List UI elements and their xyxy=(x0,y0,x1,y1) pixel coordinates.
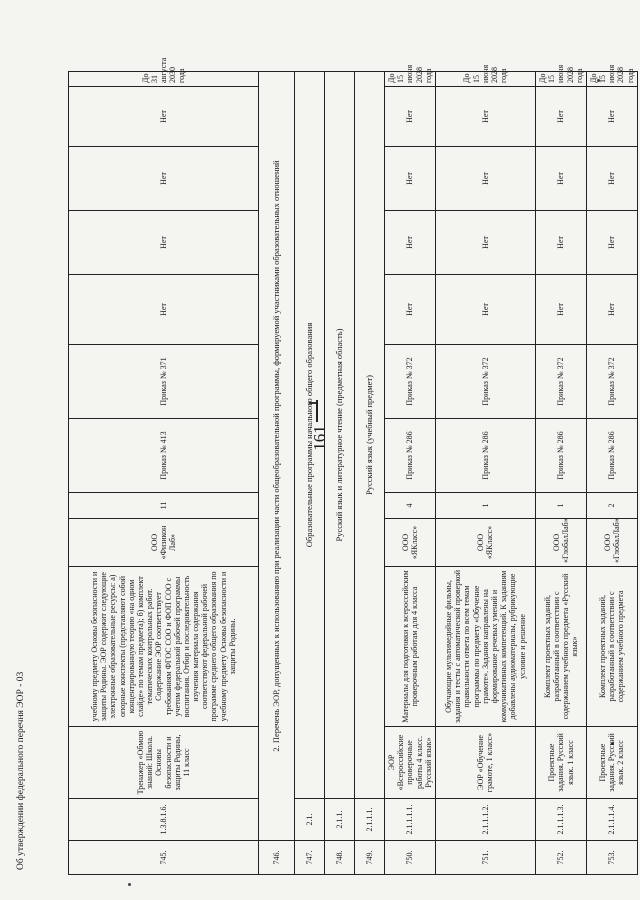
flag-2: Нет xyxy=(385,211,436,275)
organization: ООО «ЯКласс» xyxy=(435,519,535,567)
grade: 2 xyxy=(586,493,637,519)
page-number: 161 xyxy=(310,425,329,451)
flag-1: Нет xyxy=(535,275,586,345)
row-number: 751. xyxy=(435,841,535,875)
flag-1: Нет xyxy=(69,275,259,345)
order-fop: Приказ № 372 xyxy=(385,345,436,419)
flag-3: Нет xyxy=(385,147,436,211)
flag-3: Нет xyxy=(535,147,586,211)
resource-description: Комплект проектных заданий, разработанный в соответствии с содержанием учебного предмета «Русский язык» xyxy=(535,567,586,727)
scan-speck xyxy=(128,883,131,886)
resource-description: Обучающие мультимедийные фильмы, задания и тесты с автоматической проверкой правильности ответа по всем темам программы по предмету «Обучение грамоте». Задания направлены на формирование речевых умений и коммуникативных компетенций. К заданиям добавлены аудиоматериалы, рубрикующие условие и решение xyxy=(435,567,535,727)
order-fgos: Приказ № 413 xyxy=(69,419,259,493)
organization: ООО «ГлобалЛаб» xyxy=(586,519,637,567)
order-fop: Приказ № 372 xyxy=(586,345,637,419)
table-row xyxy=(69,72,259,875)
flag-2: Нет xyxy=(435,211,535,275)
flag-1: Нет xyxy=(435,275,535,345)
row-number: 747. xyxy=(295,841,325,875)
rotated-table-area xyxy=(68,57,635,875)
flag-3: Нет xyxy=(69,147,259,211)
eor-register-table xyxy=(68,57,638,875)
table-body xyxy=(69,57,638,875)
grade: 1 xyxy=(535,493,586,519)
section-title: Образовательные программы начального общего образования xyxy=(295,72,325,799)
grade: 1 xyxy=(435,493,535,519)
row-code: 2.1. xyxy=(295,799,325,841)
resource-description: Комплект проектных заданий, разработанный в соответствии с содержанием учебного предмета xyxy=(586,567,637,727)
row-code: 2.1.1.1.4. xyxy=(586,799,637,841)
table-row xyxy=(435,72,535,875)
row-number: 749. xyxy=(355,841,385,875)
organization: ООО «ГлобалЛаб» xyxy=(535,519,586,567)
grade: 4 xyxy=(385,493,436,519)
section-title: Русский язык и литературное чтение (предметная область) xyxy=(325,72,355,799)
resource-description: учебному предмету Основы безопасности и защиты Родины. ЭОР содержит следующие электронные образовательные ресурсы: а) опорные конспекты (представляют собой концентрированную теорию «на одном слайде» по темам предмета); б) комплект тематических контрольных работ. Содержание ЭОР соответствует требованиям ФГОС СОО и ФОП СОО с учетом федеральной рабочей программы воспитания. Отбор и последовательность изучения материала содержания соответствуют федеральной рабочей программе среднего общего образования по учебному предмету Основы безопасности и защиты Родины. xyxy=(69,567,259,727)
resource-name: Проектные задания. Русский язык. 1 класс xyxy=(535,727,586,799)
valid-until: До 15 июня 2028 года xyxy=(435,72,535,87)
order-fop: Приказ № 372 xyxy=(435,345,535,419)
row-number: 752. xyxy=(535,841,586,875)
table-row xyxy=(586,72,637,875)
row-number: 748. xyxy=(325,841,355,875)
resource-name: ЭОР «Всероссийские проверочные работы 4 класс. Русский язык» xyxy=(385,727,436,799)
valid-until: До 15 июня 2028 года xyxy=(535,72,586,87)
flag-4: Нет xyxy=(435,87,535,147)
row-number: 745. xyxy=(69,841,259,875)
section-title: Русский язык (учебный предмет) xyxy=(355,72,385,799)
order-fgos: Приказ № 286 xyxy=(385,419,436,493)
section-row xyxy=(259,72,295,875)
section-row xyxy=(325,72,355,875)
flag-4: Нет xyxy=(385,87,436,147)
flag-4: Нет xyxy=(535,87,586,147)
flag-1: Нет xyxy=(586,275,637,345)
resource-name: Проектные задания. Русский язык. 2 класс xyxy=(586,727,637,799)
resource-name: Тренажер «Обмою знаний: Школа. Основы безопасности и защиты Родины, 11 класс xyxy=(69,727,259,799)
grade: 11 xyxy=(69,493,259,519)
valid-until: До 15 июня 2028 года xyxy=(586,72,637,87)
row-code: 2.1.1.1. xyxy=(355,799,385,841)
row-number: 750. xyxy=(385,841,436,875)
row-code: 2.1.1.1.1. xyxy=(385,799,436,841)
row-number: 753. xyxy=(586,841,637,875)
flag-4: Нет xyxy=(69,87,259,147)
valid-until: До 31 августа 2030 года xyxy=(69,72,259,87)
row-code: 2.1.1.1.2. xyxy=(435,799,535,841)
order-fop: Приказ № 372 xyxy=(535,345,586,419)
organization: ООО «Физикон Лаб» xyxy=(69,519,259,567)
row-code: 2.1.1.1.3. xyxy=(535,799,586,841)
row-number: 746. xyxy=(259,841,295,875)
row-code: 1.3.8.1.6. xyxy=(69,799,259,841)
flag-1: Нет xyxy=(385,275,436,345)
organization: ООО «ЯКласс» xyxy=(385,519,436,567)
flag-2: Нет xyxy=(535,211,586,275)
resource-description: Материалы для подготовки к всероссийским проверочным работам для 4 класса xyxy=(385,567,436,727)
flag-4: Нет xyxy=(586,87,637,147)
table-row xyxy=(535,72,586,875)
order-fgos: Приказ № 286 xyxy=(535,419,586,493)
flag-2: Нет xyxy=(69,211,259,275)
valid-until: До 15 июня 2028 года xyxy=(385,72,436,87)
flag-3: Нет xyxy=(435,147,535,211)
resource-name: ЭОР «Обучение грамоте, 1 класс» xyxy=(435,727,535,799)
order-fgos: Приказ № 286 xyxy=(435,419,535,493)
section-title: 2. Перечень ЭОР, допущенных к использованию при реализации части общеобразовательной программы, формируемой участниками образовательных отношений xyxy=(259,72,295,841)
order-fgos: Приказ № 286 xyxy=(586,419,637,493)
table-row xyxy=(385,72,436,875)
section-row xyxy=(355,72,385,875)
row-code: 2.1.1. xyxy=(325,799,355,841)
footer-note: Об утверждении федерального перечня ЭОР - 03 xyxy=(16,671,26,870)
flag-2: Нет xyxy=(586,211,637,275)
order-fop: Приказ № 371 xyxy=(69,345,259,419)
flag-3: Нет xyxy=(586,147,637,211)
section-row xyxy=(295,72,325,875)
